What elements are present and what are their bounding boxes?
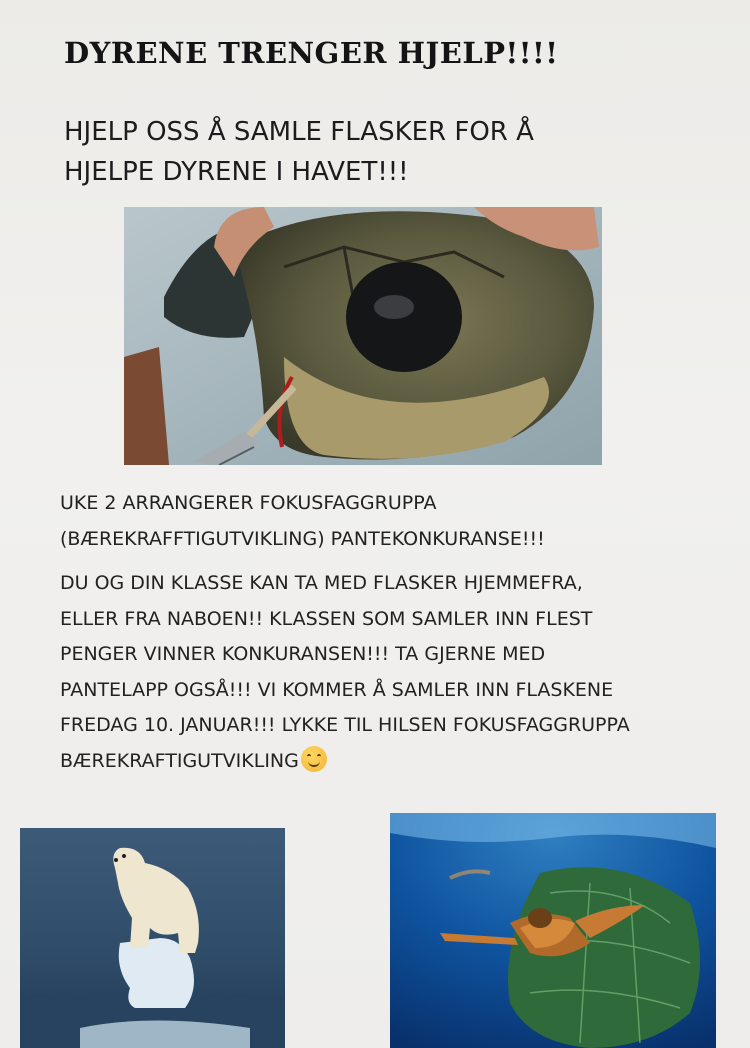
details-line-4: PANTELAPP OGSÅ!!! VI KOMMER Å SAMLER INN FLASKENE xyxy=(60,678,614,701)
intro-line-2: (BÆREKRAFFTIGUTVIKLING) PANTEKONKURANSE!!! xyxy=(60,527,545,550)
smiling-face-icon xyxy=(301,746,327,772)
poster-subheadline xyxy=(64,112,664,192)
details-line-3: PENGER VINNER KONKURANSEN!!! TA GJERNE MED xyxy=(60,643,546,665)
details-line-2: ELLER FRA NABOEN!! KLASSEN SOM SAMLER INN FLEST xyxy=(60,607,593,630)
polar-bear-photo xyxy=(20,828,285,1048)
details-paragraph xyxy=(60,566,710,779)
poster-headline: DYRENE TRENGER HJELP!!!! xyxy=(64,36,559,70)
intro-paragraph xyxy=(60,486,710,557)
details-line-5: FREDAG 10. JANUAR!!! LYKKE TIL HILSEN FOKUSFAGGRUPPA xyxy=(60,714,630,736)
subheadline-line-2: HJELPE DYRENE I HAVET!!! xyxy=(64,157,409,187)
details-line-6-wrap xyxy=(60,744,710,780)
turtle-in-net-photo xyxy=(390,813,716,1048)
details-line-6: BÆREKRAFTIGUTVIKLING xyxy=(60,749,299,772)
intro-line-1: UKE 2 ARRANGERER FOKUSFAGGRUPPA xyxy=(60,492,437,514)
turtle-straw-photo xyxy=(124,207,602,465)
details-line-1: DU OG DIN KLASSE KAN TA MED FLASKER HJEMMEFRA, xyxy=(60,572,583,594)
subheadline-line-1: HJELP OSS Å SAMLE FLASKER FOR Å xyxy=(64,117,534,147)
